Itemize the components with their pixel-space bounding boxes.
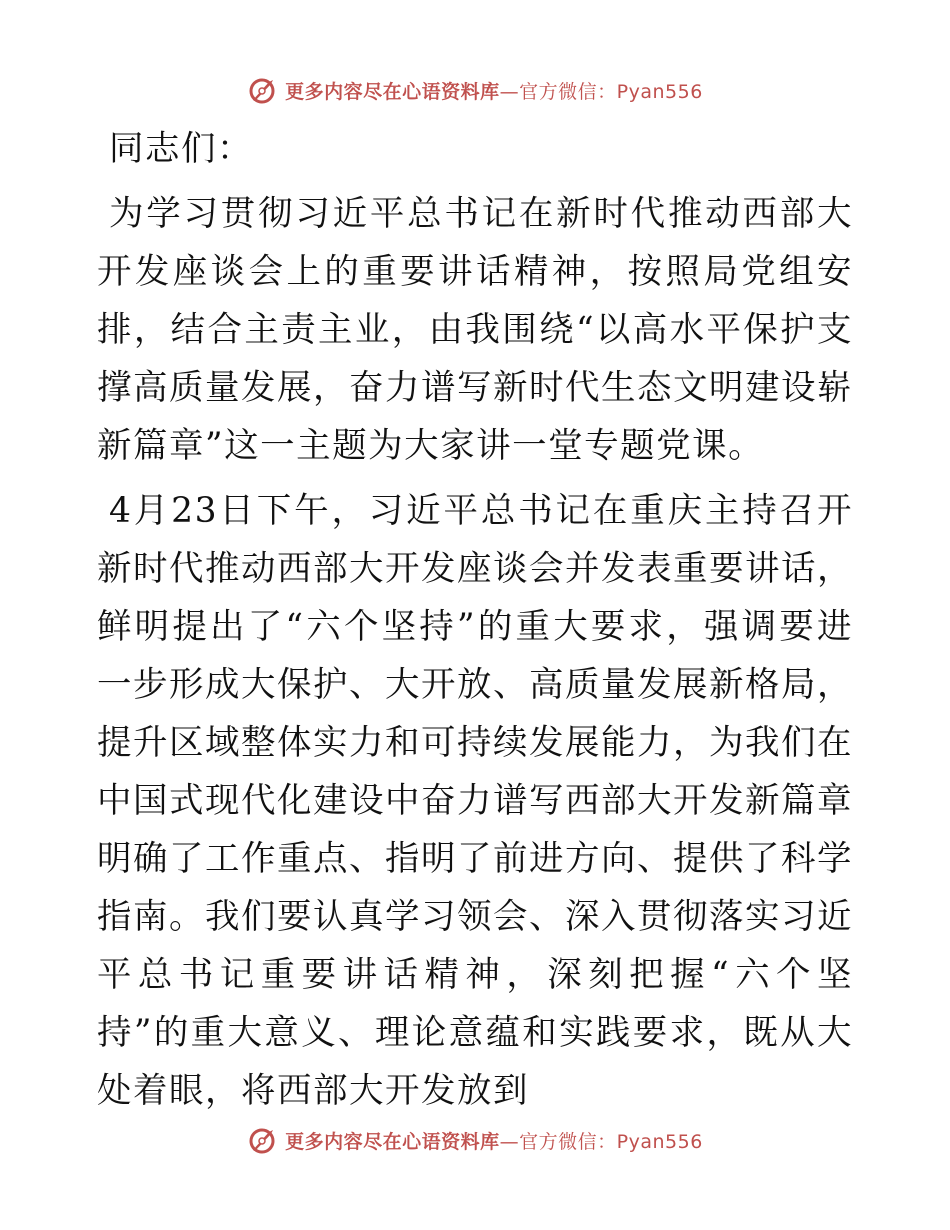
watermark-wechat: 官方微信：Pyan556 <box>519 1130 703 1153</box>
watermark-dash: — <box>499 80 520 103</box>
paragraph-intro: 为学习贯彻习近平总书记在新时代推动西部大开发座谈会上的重要讲话精神，按照局党组安排，结合主责主业，由我围绕“以高水平保护支撑高质量发展，奋力谱写新时代生态文明建设崭新篇章”这一主题为大家讲一堂专题党课。 <box>97 194 853 466</box>
watermark-site-name: 更多内容尽在心语资料库 <box>285 1130 500 1153</box>
document-body <box>97 120 853 1127</box>
watermark-wechat: 官方微信：Pyan556 <box>519 80 703 103</box>
watermark-site-name: 更多内容尽在心语资料库 <box>285 80 500 103</box>
pen-circle-logo-icon <box>247 1124 279 1156</box>
pen-circle-logo-icon <box>247 74 279 106</box>
watermark-text <box>285 1127 703 1154</box>
paragraph-speech: 4月23日下午，习近平总书记在重庆主持召开新时代推动西部大开发座谈会并发表重要讲话，鲜明提出了“六个坚持”的重大要求，强调要进一步形成大保护、大开放、高质量发展新格局，提升区域整体实力和可持续发展能力，为我们在中国式现代化建设中奋力谱写西部大开发新篇章明确了工作重点、指明了前进方向、提供了科学指南。我们要认真学习领会、深入贯彻落实习近平总书记重要讲话精神，深刻把握“六个坚持”的重大意义、理论意蕴和实践要求，既从大处着眼，将西部大开发放到 <box>97 491 853 1111</box>
salutation: 同志们： <box>109 129 253 169</box>
watermark-text <box>285 77 703 104</box>
watermark-dash: — <box>499 1130 520 1153</box>
header-watermark <box>0 70 950 110</box>
footer-watermark <box>0 1120 950 1160</box>
